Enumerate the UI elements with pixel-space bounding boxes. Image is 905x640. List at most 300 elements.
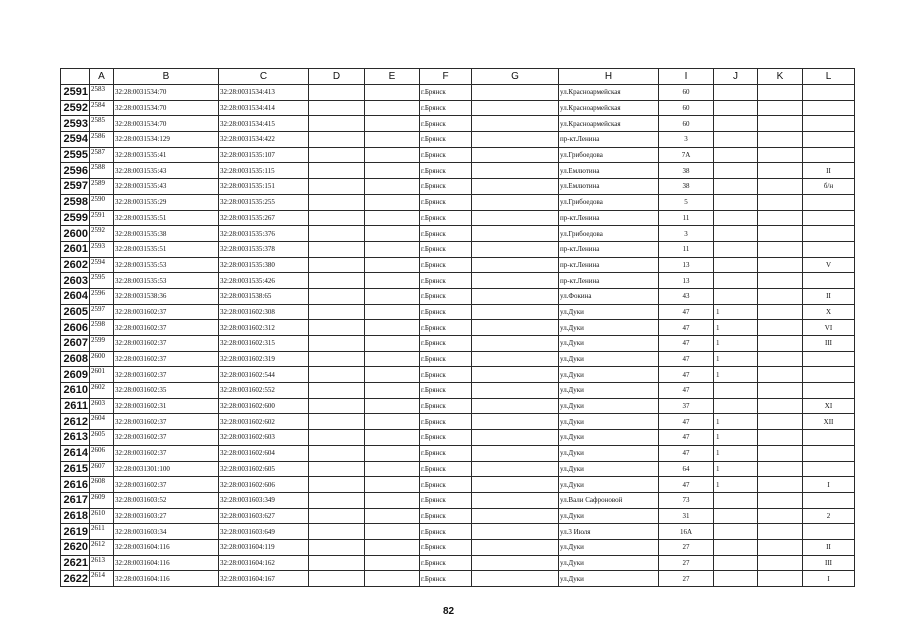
column-header: L (803, 69, 855, 85)
cell-j (714, 492, 758, 508)
column-header: B (114, 69, 219, 85)
cell-g (472, 304, 559, 320)
cell-i: 47 (659, 367, 714, 383)
cell-d (309, 210, 365, 226)
cell-b: 32:28:0031535:43 (114, 179, 219, 195)
cell-k (758, 539, 803, 555)
row-number: 2611 (61, 398, 90, 414)
cell-e (365, 320, 420, 336)
cell-c: 32:28:0031602:552 (219, 383, 309, 399)
row-number: 2622 (61, 571, 90, 587)
cell-k (758, 210, 803, 226)
cell-e (365, 163, 420, 179)
cell-j: 1 (714, 304, 758, 320)
cell-l (803, 241, 855, 257)
table-row (61, 273, 855, 289)
cell-d (309, 257, 365, 273)
cell-j: 1 (714, 430, 758, 446)
cell-a: 2604 (90, 414, 114, 430)
cell-j (714, 85, 758, 101)
cell-g (472, 430, 559, 446)
cell-h: ул.Дуки (559, 304, 659, 320)
cell-i: 31 (659, 508, 714, 524)
cell-h: ул.Емлютина (559, 163, 659, 179)
spreadsheet-table (60, 68, 855, 587)
table-row (61, 226, 855, 242)
cell-j (714, 508, 758, 524)
cell-h: пр-кт.Ленина (559, 257, 659, 273)
cell-k (758, 132, 803, 148)
column-header: D (309, 69, 365, 85)
cell-a: 2597 (90, 304, 114, 320)
cell-j: 1 (714, 445, 758, 461)
cell-e (365, 241, 420, 257)
cell-k (758, 336, 803, 352)
cell-f: г.Брянск (420, 445, 472, 461)
cell-i: 47 (659, 477, 714, 493)
cell-d (309, 288, 365, 304)
cell-b: 32:28:0031534:129 (114, 132, 219, 148)
cell-a: 2613 (90, 555, 114, 571)
cell-k (758, 492, 803, 508)
cell-g (472, 273, 559, 289)
cell-a: 2611 (90, 524, 114, 540)
cell-a: 2600 (90, 351, 114, 367)
cell-e (365, 539, 420, 555)
cell-b: 32:28:0031602:37 (114, 445, 219, 461)
cell-a: 2599 (90, 336, 114, 352)
cell-e (365, 194, 420, 210)
cell-j (714, 132, 758, 148)
row-number: 2606 (61, 320, 90, 336)
cell-c: 32:28:0031535:378 (219, 241, 309, 257)
table-row (61, 539, 855, 555)
cell-d (309, 430, 365, 446)
cell-j (714, 398, 758, 414)
cell-b: 32:28:0031534:70 (114, 100, 219, 116)
cell-e (365, 383, 420, 399)
table-row (61, 132, 855, 148)
cell-i: 47 (659, 383, 714, 399)
cell-j (714, 147, 758, 163)
cell-g (472, 241, 559, 257)
cell-g (472, 445, 559, 461)
cell-b: 32:28:0031535:53 (114, 257, 219, 273)
cell-l (803, 132, 855, 148)
cell-k (758, 226, 803, 242)
cell-h: ул.Красноармейская (559, 100, 659, 116)
cell-b: 32:28:0031603:27 (114, 508, 219, 524)
cell-j: 1 (714, 320, 758, 336)
cell-h: пр-кт.Ленина (559, 241, 659, 257)
cell-g (472, 85, 559, 101)
cell-i: 11 (659, 241, 714, 257)
table-row (61, 116, 855, 132)
cell-b: 32:28:0031602:37 (114, 320, 219, 336)
cell-c: 32:28:0031534:422 (219, 132, 309, 148)
cell-h: ул.Дуки (559, 320, 659, 336)
cell-c: 32:28:0031603:649 (219, 524, 309, 540)
cell-g (472, 100, 559, 116)
cell-f: г.Брянск (420, 571, 472, 587)
cell-c: 32:28:0031535:255 (219, 194, 309, 210)
cell-j (714, 539, 758, 555)
cell-d (309, 241, 365, 257)
cell-f: г.Брянск (420, 351, 472, 367)
cell-h: пр-кт.Ленина (559, 210, 659, 226)
cell-d (309, 398, 365, 414)
cell-e (365, 116, 420, 132)
cell-f: г.Брянск (420, 163, 472, 179)
cell-l (803, 430, 855, 446)
cell-d (309, 445, 365, 461)
cell-h: ул.Дуки (559, 461, 659, 477)
cell-i: 47 (659, 351, 714, 367)
cell-g (472, 226, 559, 242)
row-number: 2597 (61, 179, 90, 195)
cell-j (714, 257, 758, 273)
cell-h: ул.Дуки (559, 477, 659, 493)
cell-i: 47 (659, 320, 714, 336)
cell-j: 1 (714, 336, 758, 352)
table-row (61, 163, 855, 179)
cell-j: 1 (714, 367, 758, 383)
cell-f: г.Брянск (420, 257, 472, 273)
cell-h: ул.Дуки (559, 539, 659, 555)
cell-b: 32:28:0031538:36 (114, 288, 219, 304)
cell-h: ул.Дуки (559, 383, 659, 399)
cell-a: 2587 (90, 147, 114, 163)
cell-e (365, 555, 420, 571)
cell-e (365, 179, 420, 195)
row-number: 2613 (61, 430, 90, 446)
cell-k (758, 320, 803, 336)
cell-d (309, 477, 365, 493)
cell-j (714, 524, 758, 540)
cell-d (309, 571, 365, 587)
cell-j (714, 179, 758, 195)
row-number: 2612 (61, 414, 90, 430)
cell-j: 1 (714, 461, 758, 477)
cell-d (309, 163, 365, 179)
cell-d (309, 383, 365, 399)
row-number: 2602 (61, 257, 90, 273)
cell-i: 13 (659, 257, 714, 273)
cell-a: 2610 (90, 508, 114, 524)
cell-f: г.Брянск (420, 367, 472, 383)
table-row (61, 414, 855, 430)
cell-j (714, 555, 758, 571)
table-row (61, 241, 855, 257)
cell-b: 32:28:0031604:116 (114, 571, 219, 587)
cell-d (309, 273, 365, 289)
cell-k (758, 147, 803, 163)
cell-a: 2596 (90, 288, 114, 304)
cell-h: ул.Емлютина (559, 179, 659, 195)
cell-c: 32:28:0031538:65 (219, 288, 309, 304)
table-row (61, 461, 855, 477)
cell-j (714, 210, 758, 226)
cell-l: б/н (803, 179, 855, 195)
column-header: A (90, 69, 114, 85)
cell-i: 27 (659, 555, 714, 571)
cell-l (803, 351, 855, 367)
cell-d (309, 414, 365, 430)
cell-l: VI (803, 320, 855, 336)
cell-b: 32:28:0031602:37 (114, 477, 219, 493)
cell-d (309, 461, 365, 477)
cell-j: 1 (714, 414, 758, 430)
cell-c: 32:28:0031602:315 (219, 336, 309, 352)
cell-i: 43 (659, 288, 714, 304)
cell-l: 2 (803, 508, 855, 524)
cell-f: г.Брянск (420, 241, 472, 257)
cell-g (472, 539, 559, 555)
cell-k (758, 179, 803, 195)
cell-d (309, 147, 365, 163)
cell-h: ул.Дуки (559, 351, 659, 367)
cell-h: ул.Фокина (559, 288, 659, 304)
cell-d (309, 320, 365, 336)
cell-j (714, 571, 758, 587)
cell-e (365, 398, 420, 414)
cell-l (803, 461, 855, 477)
cell-k (758, 100, 803, 116)
cell-g (472, 508, 559, 524)
cell-a: 2593 (90, 241, 114, 257)
row-number: 2594 (61, 132, 90, 148)
cell-k (758, 477, 803, 493)
cell-f: г.Брянск (420, 508, 472, 524)
cell-i: 47 (659, 414, 714, 430)
cell-i: 47 (659, 336, 714, 352)
cell-h: ул.Грибоедова (559, 147, 659, 163)
row-number: 2609 (61, 367, 90, 383)
cell-d (309, 194, 365, 210)
cell-k (758, 398, 803, 414)
cell-l (803, 492, 855, 508)
table-row (61, 100, 855, 116)
cell-b: 32:28:0031602:37 (114, 336, 219, 352)
cell-c: 32:28:0031604:167 (219, 571, 309, 587)
cell-g (472, 179, 559, 195)
table-row (61, 179, 855, 195)
cell-b: 32:28:0031534:70 (114, 85, 219, 101)
cell-h: ул.Грибоедова (559, 226, 659, 242)
row-number: 2596 (61, 163, 90, 179)
cell-b: 32:28:0031535:38 (114, 226, 219, 242)
cell-b: 32:28:0031604:116 (114, 555, 219, 571)
row-number: 2619 (61, 524, 90, 540)
cell-b: 32:28:0031604:116 (114, 539, 219, 555)
cell-k (758, 351, 803, 367)
table-row (61, 367, 855, 383)
cell-c: 32:28:0031604:119 (219, 539, 309, 555)
cell-k (758, 414, 803, 430)
cell-h: ул.Дуки (559, 367, 659, 383)
cell-j: 1 (714, 477, 758, 493)
cell-b: 32:28:0031535:41 (114, 147, 219, 163)
cell-f: г.Брянск (420, 194, 472, 210)
cell-a: 2589 (90, 179, 114, 195)
cell-d (309, 179, 365, 195)
cell-b: 32:28:0031535:51 (114, 210, 219, 226)
cell-a: 2609 (90, 492, 114, 508)
cell-l (803, 524, 855, 540)
cell-d (309, 100, 365, 116)
cell-d (309, 555, 365, 571)
cell-h: ул.Дуки (559, 414, 659, 430)
row-number: 2621 (61, 555, 90, 571)
cell-a: 2588 (90, 163, 114, 179)
cell-b: 32:28:0031535:43 (114, 163, 219, 179)
cell-i: 60 (659, 100, 714, 116)
cell-k (758, 524, 803, 540)
cell-c: 32:28:0031602:602 (219, 414, 309, 430)
cell-j (714, 288, 758, 304)
table-row (61, 383, 855, 399)
cell-c: 32:28:0031535:376 (219, 226, 309, 242)
cell-h: ул.Грибоедова (559, 194, 659, 210)
row-number: 2617 (61, 492, 90, 508)
cell-h: ул.Красноармейская (559, 116, 659, 132)
cell-f: г.Брянск (420, 477, 472, 493)
cell-d (309, 351, 365, 367)
cell-b: 32:28:0031535:51 (114, 241, 219, 257)
table-row (61, 336, 855, 352)
cell-c: 32:28:0031602:544 (219, 367, 309, 383)
table-row (61, 477, 855, 493)
cell-l (803, 85, 855, 101)
cell-g (472, 163, 559, 179)
cell-c: 32:28:0031535:267 (219, 210, 309, 226)
cell-h: ул.Красноармейская (559, 85, 659, 101)
cell-a: 2603 (90, 398, 114, 414)
table-row (61, 508, 855, 524)
cell-b: 32:28:0031602:37 (114, 304, 219, 320)
cell-c: 32:28:0031602:604 (219, 445, 309, 461)
cell-d (309, 539, 365, 555)
cell-b: 32:28:0031602:37 (114, 351, 219, 367)
table-row (61, 320, 855, 336)
cell-g (472, 383, 559, 399)
cell-i: 16А (659, 524, 714, 540)
cell-c: 32:28:0031602:312 (219, 320, 309, 336)
cell-e (365, 445, 420, 461)
cell-f: г.Брянск (420, 461, 472, 477)
cell-b: 32:28:0031602:31 (114, 398, 219, 414)
cell-f: г.Брянск (420, 304, 472, 320)
cell-c: 32:28:0031602:605 (219, 461, 309, 477)
table-row (61, 524, 855, 540)
cell-h: пр-кт.Ленина (559, 273, 659, 289)
cell-l: V (803, 257, 855, 273)
cell-k (758, 508, 803, 524)
cell-g (472, 571, 559, 587)
cell-j: 1 (714, 351, 758, 367)
cell-f: г.Брянск (420, 85, 472, 101)
row-number: 2614 (61, 445, 90, 461)
cell-i: 47 (659, 304, 714, 320)
cell-b: 32:28:0031602:37 (114, 430, 219, 446)
cell-e (365, 477, 420, 493)
column-header-row (61, 69, 855, 85)
cell-c: 32:28:0031602:603 (219, 430, 309, 446)
cell-h: ул.Дуки (559, 445, 659, 461)
cell-h: ул.3 Июля (559, 524, 659, 540)
row-number: 2608 (61, 351, 90, 367)
row-number: 2591 (61, 85, 90, 101)
cell-d (309, 336, 365, 352)
cell-c: 32:28:0031602:600 (219, 398, 309, 414)
row-number: 2600 (61, 226, 90, 242)
cell-l: XII (803, 414, 855, 430)
cell-i: 47 (659, 430, 714, 446)
cell-g (472, 288, 559, 304)
cell-f: г.Брянск (420, 273, 472, 289)
row-number: 2595 (61, 147, 90, 163)
cell-j (714, 194, 758, 210)
table-row (61, 492, 855, 508)
cell-l: II (803, 539, 855, 555)
cell-e (365, 571, 420, 587)
cell-k (758, 555, 803, 571)
cell-g (472, 524, 559, 540)
cell-f: г.Брянск (420, 524, 472, 540)
column-header: G (472, 69, 559, 85)
cell-a: 2590 (90, 194, 114, 210)
table-row (61, 398, 855, 414)
cell-h: ул.Дуки (559, 398, 659, 414)
cell-l (803, 226, 855, 242)
cell-k (758, 116, 803, 132)
cell-e (365, 226, 420, 242)
table-row (61, 555, 855, 571)
cell-i: 37 (659, 398, 714, 414)
cell-b: 32:28:0031603:52 (114, 492, 219, 508)
cell-b: 32:28:0031602:37 (114, 414, 219, 430)
cell-l (803, 273, 855, 289)
cell-e (365, 351, 420, 367)
cell-l (803, 100, 855, 116)
cell-g (472, 194, 559, 210)
corner-cell (61, 69, 90, 85)
cell-c: 32:28:0031535:107 (219, 147, 309, 163)
row-number: 2607 (61, 336, 90, 352)
cell-l (803, 194, 855, 210)
cell-a: 2598 (90, 320, 114, 336)
cell-h: ул.Вали Сафроновой (559, 492, 659, 508)
cell-c: 32:28:0031535:380 (219, 257, 309, 273)
cell-c: 32:28:0031535:426 (219, 273, 309, 289)
cell-e (365, 257, 420, 273)
cell-k (758, 257, 803, 273)
cell-j (714, 383, 758, 399)
cell-k (758, 430, 803, 446)
cell-k (758, 194, 803, 210)
cell-e (365, 336, 420, 352)
cell-f: г.Брянск (420, 226, 472, 242)
cell-e (365, 508, 420, 524)
cell-k (758, 461, 803, 477)
cell-d (309, 85, 365, 101)
cell-j (714, 241, 758, 257)
cell-a: 2607 (90, 461, 114, 477)
table-row (61, 351, 855, 367)
cell-c: 32:28:0031602:319 (219, 351, 309, 367)
cell-f: г.Брянск (420, 539, 472, 555)
cell-f: г.Брянск (420, 414, 472, 430)
